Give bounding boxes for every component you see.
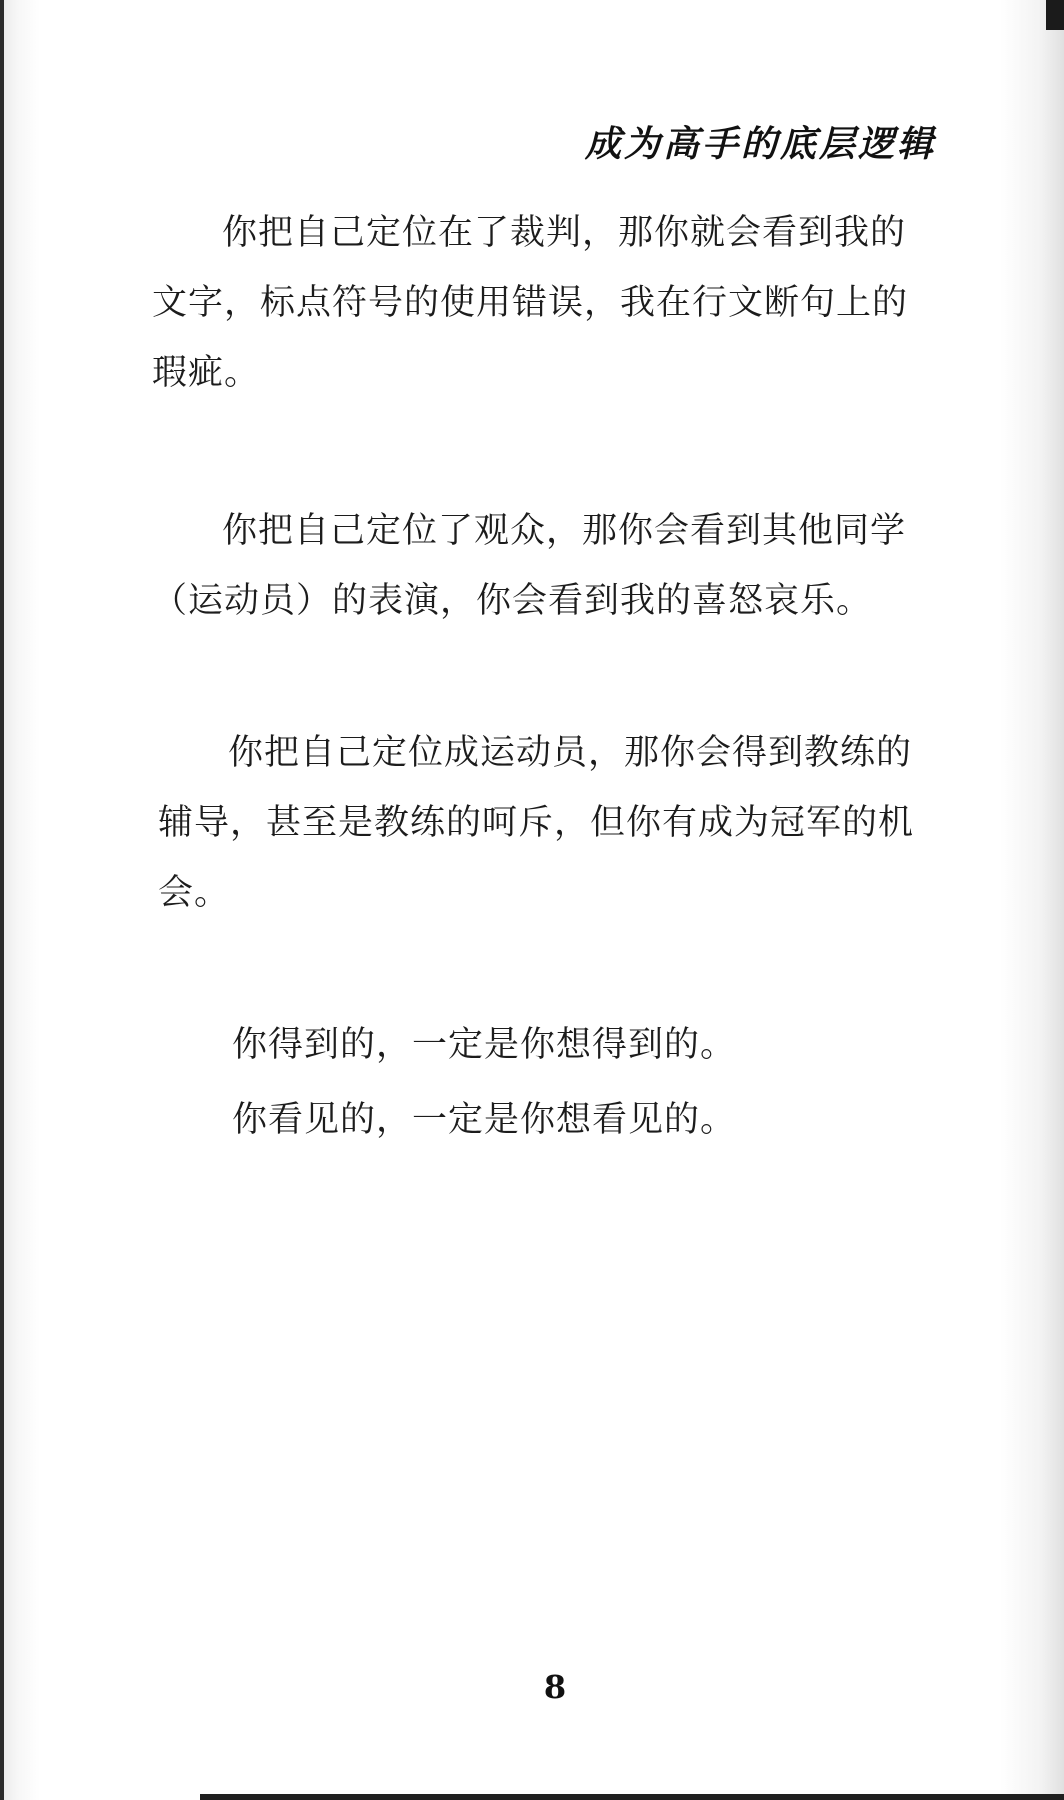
running-head-title: 成为高手的底层逻辑 [584,123,936,165]
closing-line-1: 你得到的，一定是你想得到的。 [232,1025,737,1065]
paragraph-3 [158,718,938,928]
page-number: 8 [543,1668,567,1706]
paragraph-1 [152,198,932,408]
closing-line-2: 你看见的，一定是你想看见的。 [232,1100,737,1140]
page-edge-shadow [0,0,4,1800]
paragraph-1-text: 你把自己定位在了裁判，那你就会看到我的文字，标点符号的使用错误，我在行文断句上的瑕疵。 [152,213,909,393]
paragraph-2-text: 你把自己定位了观众，那你会看到其他同学（运动员）的表演，你会看到我的喜怒哀乐。 [152,511,907,621]
page-bottom-shadow [200,1794,1064,1800]
paragraph-2 [152,496,932,636]
paragraph-3-text: 你把自己定位成运动员，那你会得到教练的辅导，甚至是教练的呵斥，但你有成为冠军的机会。 [158,733,915,913]
page-corner-shadow [1046,0,1064,30]
